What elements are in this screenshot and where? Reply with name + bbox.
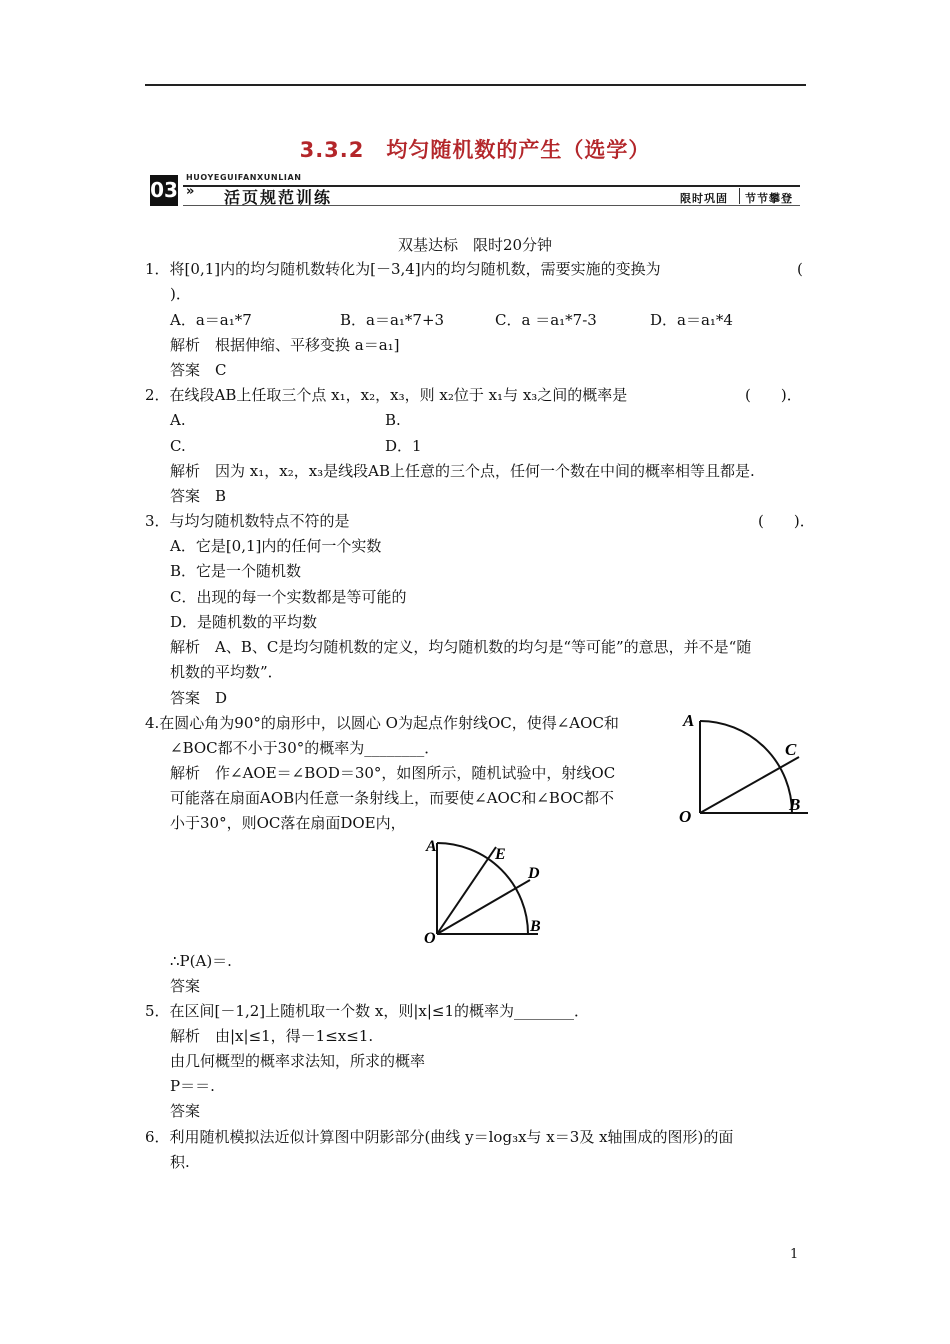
- q4-answer: 答案: [170, 977, 201, 995]
- ray-oe: [437, 847, 496, 934]
- q2-option-a: A.: [170, 411, 186, 429]
- q2-analysis: 解析 因为 x₁，x₂，x₃是线段AB上任意的三个点，任何一个数在中间的概率相等且都是.: [170, 462, 755, 480]
- ray-oc: [700, 757, 799, 813]
- q4-analysis-line-3: 小于30°，则OC落在扇面DOE内，: [170, 814, 406, 832]
- q3-option-b: B．它是一个随机数: [170, 562, 302, 580]
- q6-stem-line-1: 6．利用随机模拟法近似计算图中阴影部分(曲线 y＝log₃x与 x＝3及 x轴围成的图形)的面: [145, 1128, 734, 1146]
- label-o: O: [424, 930, 436, 947]
- q4-analysis-line-2: 可能落在扇面AOB内任意一条射线上，而要使∠AOC和∠BOC都不: [170, 789, 614, 807]
- label-d: D: [528, 865, 540, 882]
- q4-analysis-line-1: 解析 作∠AOE＝∠BOD＝30°，如图所示，随机试验中，射线OC: [170, 764, 616, 782]
- q1-stem: 1．将[0,1]内的均匀随机数转化为[－3,4]内的均匀随机数，需要实施的变换为: [145, 260, 661, 278]
- q1-answer: 答案 C: [170, 361, 227, 379]
- q2-option-b: B.: [385, 411, 401, 429]
- page-number: 1: [790, 1247, 799, 1262]
- q5-analysis: 解析 由|x|≤1，得－1≤x≤1.: [170, 1027, 374, 1045]
- label-a: A: [426, 838, 437, 855]
- q2-option-d: D．1: [385, 437, 422, 455]
- ray-od: [437, 880, 530, 934]
- q6-stem-line-2: 积.: [170, 1153, 190, 1171]
- chevron-icon: »: [186, 184, 195, 199]
- label-e: E: [495, 846, 506, 863]
- q1-option-b: B．a＝a₁*7+3: [340, 311, 445, 329]
- q5-analysis-line-2: 由几何概型的概率求法知，所求的概率: [170, 1052, 426, 1070]
- banner-separator: [739, 188, 740, 204]
- q3-stem: 3．与均匀随机数特点不符的是: [145, 512, 350, 530]
- q4-result: ∴P(A)＝.: [170, 952, 232, 970]
- q5-analysis-line-3: P＝＝.: [170, 1077, 215, 1095]
- arc-ab: [700, 721, 792, 813]
- top-rule: [145, 84, 806, 86]
- q2-answer: 答案 B: [170, 487, 227, 505]
- q3-option-d: D．是随机数的平均数: [170, 613, 318, 631]
- banner-tag-1: 限时巩固: [680, 192, 728, 205]
- label-a: A: [683, 711, 695, 730]
- q3-answer: 答案 D: [170, 689, 228, 707]
- section-heading: 双基达标 限时20分钟: [397, 236, 553, 254]
- banner-heading: 活页规范训练: [224, 188, 333, 207]
- q2-paren: ( )．: [745, 386, 802, 404]
- sector-figure-doe: [420, 833, 560, 948]
- q2-stem: 2．在线段AB上任取三个点 x₁，x₂，x₃，则 x₂位于 x₁与 x₃之间的概率是: [145, 386, 628, 404]
- q1-paren-close: )．: [170, 285, 191, 303]
- page-title: 3.3.2 均匀随机数的产生（选学）: [299, 138, 651, 162]
- q1-analysis: 解析 根据伸缩、平移变换 a＝a₁]: [170, 336, 400, 354]
- q3-option-c: C．出现的每一个实数都是等可能的: [170, 588, 407, 606]
- q3-paren: ( )．: [758, 512, 815, 530]
- q1-option-a: A．a＝a₁*7: [170, 311, 252, 329]
- q2-option-c: C.: [170, 437, 186, 455]
- banner-number: 03: [150, 175, 178, 206]
- q3-option-a: A．它是[0,1]内的任何一个实数: [170, 537, 382, 555]
- label-c: C: [785, 740, 797, 759]
- section-banner: [150, 172, 800, 210]
- q1-paren-open: (: [797, 260, 803, 278]
- q1-option-c: C．a ＝a₁*7-3: [495, 311, 597, 329]
- banner-pinyin: HUOYEGUIFANXUNLIAN: [186, 173, 302, 182]
- label-b: B: [530, 918, 541, 935]
- label-o: O: [679, 807, 692, 826]
- q4-stem-line-2: ∠BOC都不小于30°的概率为________．: [170, 739, 440, 757]
- q4-stem-line-1: 4.在圆心角为90°的扇形中，以圆心 O为起点作射线OC，使得∠AOC和: [145, 714, 619, 732]
- label-b: B: [789, 795, 801, 814]
- q5-answer: 答案: [170, 1102, 201, 1120]
- q1-option-d: D．a＝a₁*4: [650, 311, 733, 329]
- banner-tag-2: 节节攀登: [745, 192, 793, 205]
- q5-stem: 5．在区间[－1,2]上随机取一个数 x，则|x|≤1的概率为________．: [145, 1002, 590, 1020]
- q3-analysis-line-2: 机数的平均数”．: [170, 663, 283, 681]
- sector-figure-aoc: [675, 708, 815, 828]
- q3-analysis-line-1: 解析 A、B、C是均匀随机数的定义，均匀随机数的均匀是“等可能”的意思，并不是“随: [170, 638, 752, 656]
